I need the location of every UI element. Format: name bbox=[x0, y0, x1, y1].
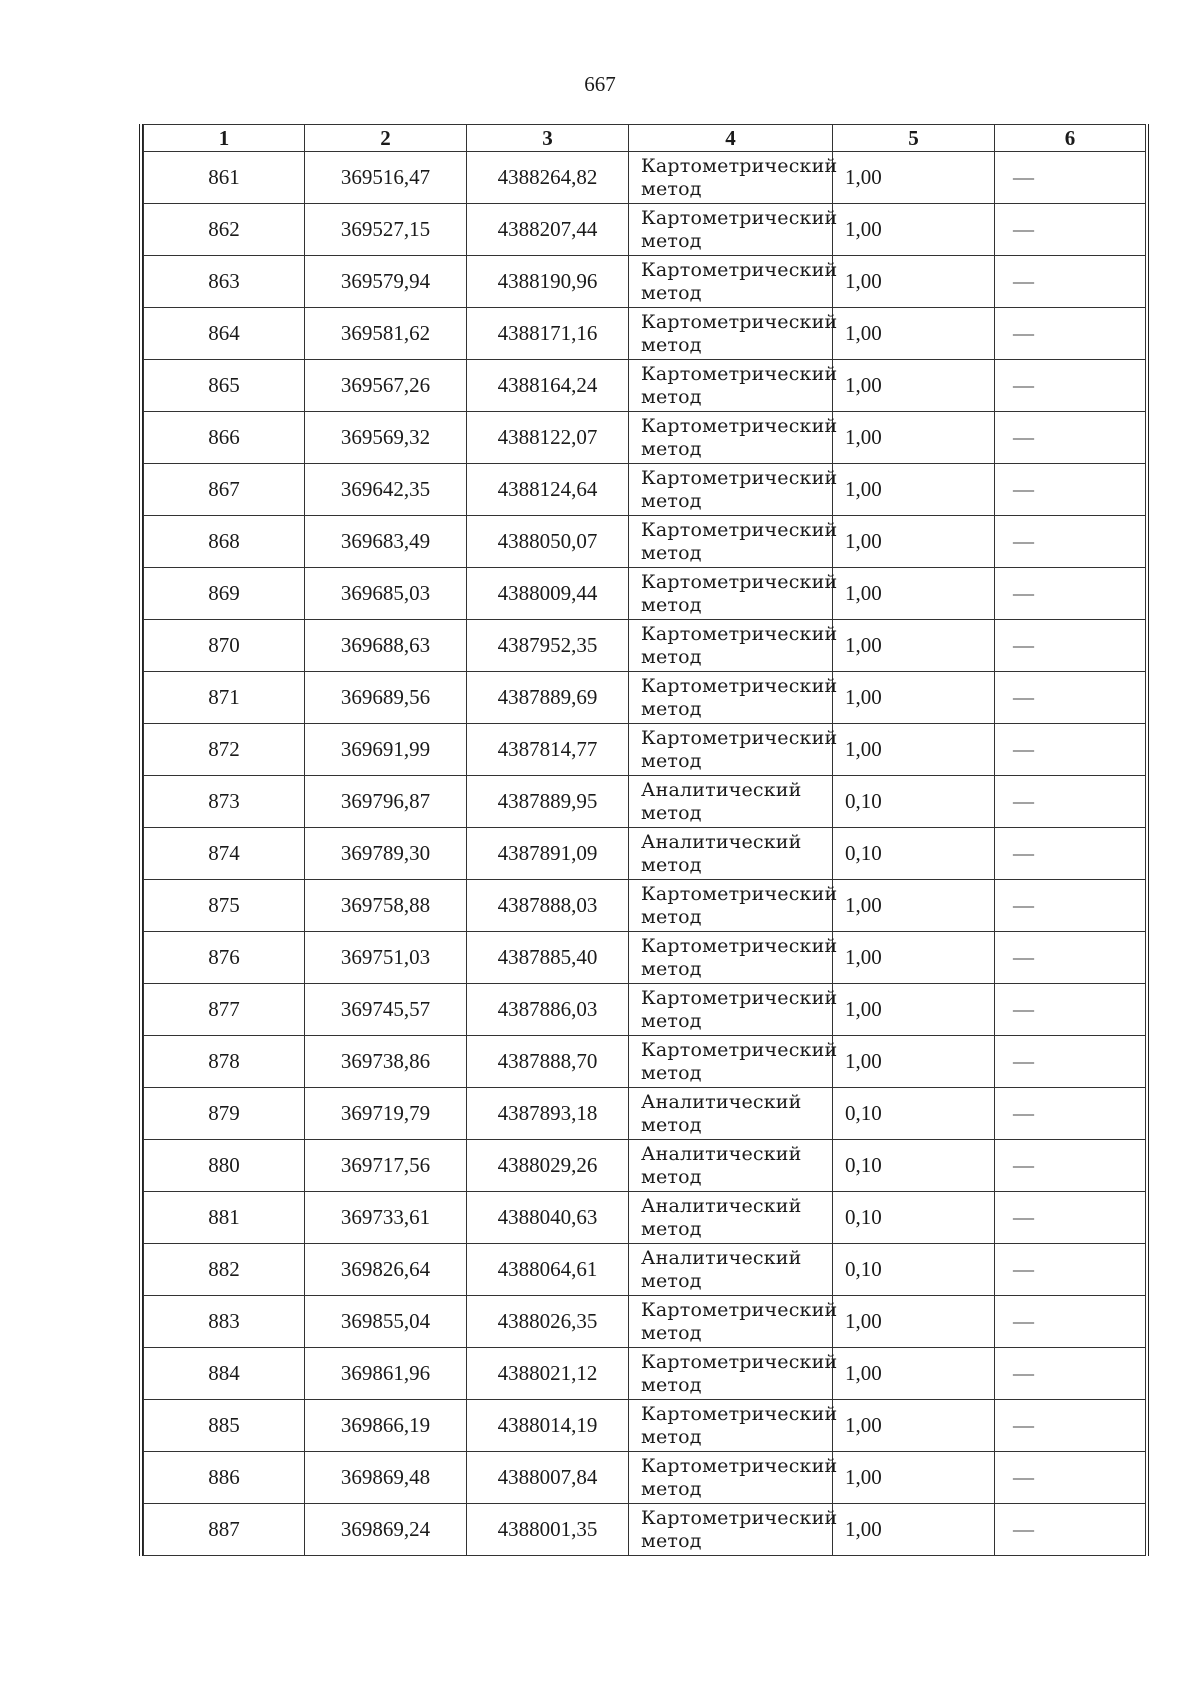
method-cell bbox=[629, 1296, 838, 1348]
accuracy-cell: 0,10 bbox=[833, 1140, 995, 1192]
method-line-1: Картометрический bbox=[641, 362, 838, 385]
table-row bbox=[144, 1452, 1146, 1504]
y-coordinate-cell: 4388064,61 bbox=[467, 1244, 629, 1296]
accuracy-cell: 0,10 bbox=[833, 828, 995, 880]
y-coordinate-cell: 4388009,44 bbox=[467, 568, 629, 620]
y-coordinate-cell: 4387952,35 bbox=[467, 620, 629, 672]
method-line-2: метод bbox=[641, 333, 702, 356]
accuracy-cell: 1,00 bbox=[833, 1348, 995, 1400]
y-coordinate-cell: 4387893,18 bbox=[467, 1088, 629, 1140]
method-line-2: метод bbox=[641, 853, 702, 876]
accuracy-cell: 1,00 bbox=[833, 464, 995, 516]
point-number-cell: 871 bbox=[144, 672, 305, 724]
method-line-2: метод bbox=[641, 1477, 702, 1500]
coordinates-table bbox=[143, 124, 1146, 1556]
header-col-2: 2 bbox=[305, 125, 467, 152]
accuracy-cell: 1,00 bbox=[833, 620, 995, 672]
point-number-cell: 869 bbox=[144, 568, 305, 620]
method-line-2: метод bbox=[641, 1009, 702, 1032]
note-cell: — bbox=[995, 1140, 1146, 1192]
method-cell bbox=[629, 828, 833, 880]
y-coordinate-cell: 4388001,35 bbox=[467, 1504, 629, 1556]
y-coordinate-cell: 4387889,95 bbox=[467, 776, 629, 828]
method-cell bbox=[629, 568, 838, 620]
table-row bbox=[144, 152, 1146, 204]
method-line-1: Аналитический bbox=[641, 1194, 802, 1217]
method-line-1: Картометрический bbox=[641, 1506, 838, 1529]
y-coordinate-cell: 4387888,03 bbox=[467, 880, 629, 932]
table-row bbox=[144, 1140, 1146, 1192]
method-line-1: Картометрический bbox=[641, 726, 838, 749]
x-coordinate-cell: 369738,86 bbox=[305, 1036, 467, 1088]
note-cell: — bbox=[995, 1400, 1146, 1452]
method-line-1: Картометрический bbox=[641, 1402, 838, 1425]
method-cell bbox=[629, 412, 838, 464]
note-cell: — bbox=[995, 724, 1146, 776]
method-line-1: Картометрический bbox=[641, 1454, 838, 1477]
method-line-1: Картометрический bbox=[641, 1038, 838, 1061]
x-coordinate-cell: 369866,19 bbox=[305, 1400, 467, 1452]
note-cell: — bbox=[995, 932, 1146, 984]
method-cell bbox=[629, 1348, 838, 1400]
point-number-cell: 863 bbox=[144, 256, 305, 308]
accuracy-cell: 1,00 bbox=[833, 360, 995, 412]
x-coordinate-cell: 369567,26 bbox=[305, 360, 467, 412]
table-row bbox=[144, 828, 1146, 880]
method-cell bbox=[629, 1192, 833, 1244]
method-line-1: Аналитический bbox=[641, 1142, 802, 1165]
table-row bbox=[144, 464, 1146, 516]
x-coordinate-cell: 369855,04 bbox=[305, 1296, 467, 1348]
point-number-cell: 861 bbox=[144, 152, 305, 204]
note-cell: — bbox=[995, 1296, 1146, 1348]
method-cell bbox=[629, 256, 838, 308]
accuracy-cell: 0,10 bbox=[833, 1244, 995, 1296]
method-cell bbox=[629, 1140, 833, 1192]
method-cell bbox=[629, 516, 838, 568]
accuracy-cell: 0,10 bbox=[833, 776, 995, 828]
table-body bbox=[144, 152, 1146, 1556]
method-line-1: Аналитический bbox=[641, 1246, 802, 1269]
method-cell bbox=[629, 360, 838, 412]
note-cell: — bbox=[995, 412, 1146, 464]
note-cell: — bbox=[995, 1088, 1146, 1140]
point-number-cell: 865 bbox=[144, 360, 305, 412]
table-row bbox=[144, 360, 1146, 412]
method-line-1: Картометрический bbox=[641, 882, 838, 905]
table-row bbox=[144, 724, 1146, 776]
method-line-2: метод bbox=[641, 1373, 702, 1396]
note-cell: — bbox=[995, 984, 1146, 1036]
x-coordinate-cell: 369826,64 bbox=[305, 1244, 467, 1296]
method-line-1: Картометрический bbox=[641, 570, 838, 593]
method-cell bbox=[629, 984, 838, 1036]
y-coordinate-cell: 4388190,96 bbox=[467, 256, 629, 308]
point-number-cell: 867 bbox=[144, 464, 305, 516]
accuracy-cell: 1,00 bbox=[833, 724, 995, 776]
y-coordinate-cell: 4387886,03 bbox=[467, 984, 629, 1036]
note-cell: — bbox=[995, 308, 1146, 360]
y-coordinate-cell: 4388164,24 bbox=[467, 360, 629, 412]
page-number: 667 bbox=[584, 72, 616, 96]
x-coordinate-cell: 369579,94 bbox=[305, 256, 467, 308]
method-cell bbox=[629, 1400, 838, 1452]
method-line-2: метод bbox=[641, 1425, 702, 1448]
accuracy-cell: 1,00 bbox=[833, 1504, 995, 1556]
method-line-1: Картометрический bbox=[641, 622, 838, 645]
header-col-3: 3 bbox=[467, 125, 629, 152]
method-cell bbox=[629, 1244, 833, 1296]
method-cell bbox=[629, 932, 838, 984]
table-row bbox=[144, 984, 1146, 1036]
table-row bbox=[144, 412, 1146, 464]
method-line-1: Картометрический bbox=[641, 310, 838, 333]
accuracy-cell: 1,00 bbox=[833, 308, 995, 360]
table-row bbox=[144, 308, 1146, 360]
method-cell bbox=[629, 464, 838, 516]
point-number-cell: 884 bbox=[144, 1348, 305, 1400]
y-coordinate-cell: 4388122,07 bbox=[467, 412, 629, 464]
x-coordinate-cell: 369642,35 bbox=[305, 464, 467, 516]
method-line-2: метод bbox=[641, 957, 702, 980]
point-number-cell: 876 bbox=[144, 932, 305, 984]
method-cell bbox=[629, 152, 838, 204]
y-coordinate-cell: 4388007,84 bbox=[467, 1452, 629, 1504]
note-cell: — bbox=[995, 568, 1146, 620]
accuracy-cell: 1,00 bbox=[833, 568, 995, 620]
accuracy-cell: 1,00 bbox=[833, 1400, 995, 1452]
y-coordinate-cell: 4387891,09 bbox=[467, 828, 629, 880]
note-cell: — bbox=[995, 1244, 1146, 1296]
method-line-2: метод bbox=[641, 1061, 702, 1084]
method-cell bbox=[629, 308, 838, 360]
accuracy-cell: 1,00 bbox=[833, 1036, 995, 1088]
y-coordinate-cell: 4388171,16 bbox=[467, 308, 629, 360]
x-coordinate-cell: 369685,03 bbox=[305, 568, 467, 620]
method-line-2: метод bbox=[641, 489, 702, 512]
point-number-cell: 862 bbox=[144, 204, 305, 256]
method-line-1: Картометрический bbox=[641, 414, 838, 437]
accuracy-cell: 1,00 bbox=[833, 984, 995, 1036]
point-number-cell: 875 bbox=[144, 880, 305, 932]
x-coordinate-cell: 369789,30 bbox=[305, 828, 467, 880]
note-cell: — bbox=[995, 1036, 1146, 1088]
x-coordinate-cell: 369745,57 bbox=[305, 984, 467, 1036]
point-number-cell: 872 bbox=[144, 724, 305, 776]
header-col-6: 6 bbox=[995, 125, 1146, 152]
x-coordinate-cell: 369861,96 bbox=[305, 1348, 467, 1400]
y-coordinate-cell: 4388026,35 bbox=[467, 1296, 629, 1348]
x-coordinate-cell: 369516,47 bbox=[305, 152, 467, 204]
note-cell: — bbox=[995, 828, 1146, 880]
x-coordinate-cell: 369691,99 bbox=[305, 724, 467, 776]
method-cell bbox=[629, 1504, 838, 1556]
method-line-2: метод bbox=[641, 645, 702, 668]
method-cell bbox=[629, 776, 833, 828]
point-number-cell: 881 bbox=[144, 1192, 305, 1244]
note-cell: — bbox=[995, 672, 1146, 724]
point-number-cell: 886 bbox=[144, 1452, 305, 1504]
method-line-2: метод bbox=[641, 1321, 702, 1344]
method-line-2: метод bbox=[641, 1217, 702, 1240]
table-row bbox=[144, 776, 1146, 828]
x-coordinate-cell: 369796,87 bbox=[305, 776, 467, 828]
table-row bbox=[144, 256, 1146, 308]
y-coordinate-cell: 4388207,44 bbox=[467, 204, 629, 256]
table-row bbox=[144, 880, 1146, 932]
note-cell: — bbox=[995, 880, 1146, 932]
header-col-1: 1 bbox=[144, 125, 305, 152]
method-line-2: метод bbox=[641, 177, 702, 200]
accuracy-cell: 1,00 bbox=[833, 1296, 995, 1348]
method-line-1: Картометрический bbox=[641, 206, 838, 229]
y-coordinate-cell: 4387889,69 bbox=[467, 672, 629, 724]
y-coordinate-cell: 4388014,19 bbox=[467, 1400, 629, 1452]
accuracy-cell: 1,00 bbox=[833, 932, 995, 984]
note-cell: — bbox=[995, 204, 1146, 256]
point-number-cell: 873 bbox=[144, 776, 305, 828]
table-header bbox=[144, 125, 1146, 152]
method-line-2: метод bbox=[641, 593, 702, 616]
point-number-cell: 885 bbox=[144, 1400, 305, 1452]
x-coordinate-cell: 369683,49 bbox=[305, 516, 467, 568]
method-cell bbox=[629, 1088, 833, 1140]
point-number-cell: 887 bbox=[144, 1504, 305, 1556]
method-line-1: Аналитический bbox=[641, 778, 802, 801]
method-line-2: метод bbox=[641, 801, 702, 824]
note-cell: — bbox=[995, 360, 1146, 412]
method-line-2: метод bbox=[641, 1529, 702, 1552]
method-line-2: метод bbox=[641, 541, 702, 564]
point-number-cell: 882 bbox=[144, 1244, 305, 1296]
table-row bbox=[144, 1244, 1146, 1296]
method-line-2: метод bbox=[641, 905, 702, 928]
y-coordinate-cell: 4388264,82 bbox=[467, 152, 629, 204]
method-line-1: Картометрический bbox=[641, 1350, 838, 1373]
x-coordinate-cell: 369569,32 bbox=[305, 412, 467, 464]
y-coordinate-cell: 4387888,70 bbox=[467, 1036, 629, 1088]
method-cell bbox=[629, 880, 838, 932]
y-coordinate-cell: 4388050,07 bbox=[467, 516, 629, 568]
method-line-1: Картометрический bbox=[641, 518, 838, 541]
table-row bbox=[144, 620, 1146, 672]
header-row bbox=[144, 125, 1146, 152]
point-number-cell: 877 bbox=[144, 984, 305, 1036]
coordinates-table-container bbox=[139, 124, 1149, 1556]
note-cell: — bbox=[995, 1348, 1146, 1400]
x-coordinate-cell: 369689,56 bbox=[305, 672, 467, 724]
method-line-1: Картометрический bbox=[641, 466, 838, 489]
method-line-2: метод bbox=[641, 1165, 702, 1188]
y-coordinate-cell: 4387814,77 bbox=[467, 724, 629, 776]
header-col-4: 4 bbox=[629, 125, 833, 152]
x-coordinate-cell: 369869,48 bbox=[305, 1452, 467, 1504]
point-number-cell: 866 bbox=[144, 412, 305, 464]
x-coordinate-cell: 369527,15 bbox=[305, 204, 467, 256]
x-coordinate-cell: 369688,63 bbox=[305, 620, 467, 672]
x-coordinate-cell: 369719,79 bbox=[305, 1088, 467, 1140]
x-coordinate-cell: 369869,24 bbox=[305, 1504, 467, 1556]
x-coordinate-cell: 369751,03 bbox=[305, 932, 467, 984]
accuracy-cell: 0,10 bbox=[833, 1192, 995, 1244]
point-number-cell: 870 bbox=[144, 620, 305, 672]
x-coordinate-cell: 369758,88 bbox=[305, 880, 467, 932]
method-line-1: Картометрический bbox=[641, 1298, 838, 1321]
method-line-1: Картометрический bbox=[641, 674, 838, 697]
table-row bbox=[144, 932, 1146, 984]
table-row bbox=[144, 1192, 1146, 1244]
table-row bbox=[144, 1036, 1146, 1088]
point-number-cell: 878 bbox=[144, 1036, 305, 1088]
method-line-2: метод bbox=[641, 1269, 702, 1292]
note-cell: — bbox=[995, 1192, 1146, 1244]
accuracy-cell: 1,00 bbox=[833, 152, 995, 204]
note-cell: — bbox=[995, 1504, 1146, 1556]
accuracy-cell: 1,00 bbox=[833, 412, 995, 464]
x-coordinate-cell: 369717,56 bbox=[305, 1140, 467, 1192]
note-cell: — bbox=[995, 1452, 1146, 1504]
accuracy-cell: 1,00 bbox=[833, 516, 995, 568]
table-row bbox=[144, 1296, 1146, 1348]
y-coordinate-cell: 4387885,40 bbox=[467, 932, 629, 984]
method-cell bbox=[629, 620, 838, 672]
accuracy-cell: 1,00 bbox=[833, 256, 995, 308]
note-cell: — bbox=[995, 620, 1146, 672]
x-coordinate-cell: 369581,62 bbox=[305, 308, 467, 360]
method-line-1: Картометрический bbox=[641, 986, 838, 1009]
point-number-cell: 883 bbox=[144, 1296, 305, 1348]
accuracy-cell: 1,00 bbox=[833, 1452, 995, 1504]
header-col-5: 5 bbox=[833, 125, 995, 152]
table-row bbox=[144, 516, 1146, 568]
note-cell: — bbox=[995, 516, 1146, 568]
table-row bbox=[144, 1088, 1146, 1140]
method-line-2: метод bbox=[641, 281, 702, 304]
method-line-2: метод bbox=[641, 229, 702, 252]
method-line-1: Картометрический bbox=[641, 934, 838, 957]
table-row bbox=[144, 1504, 1146, 1556]
accuracy-cell: 1,00 bbox=[833, 880, 995, 932]
note-cell: — bbox=[995, 256, 1146, 308]
method-cell bbox=[629, 1036, 838, 1088]
method-line-1: Аналитический bbox=[641, 1090, 802, 1113]
method-line-1: Картометрический bbox=[641, 154, 838, 177]
method-line-2: метод bbox=[641, 1113, 702, 1136]
method-cell bbox=[629, 672, 838, 724]
y-coordinate-cell: 4388040,63 bbox=[467, 1192, 629, 1244]
note-cell: — bbox=[995, 776, 1146, 828]
y-coordinate-cell: 4388124,64 bbox=[467, 464, 629, 516]
point-number-cell: 864 bbox=[144, 308, 305, 360]
method-cell bbox=[629, 204, 838, 256]
table-row bbox=[144, 568, 1146, 620]
y-coordinate-cell: 4388029,26 bbox=[467, 1140, 629, 1192]
method-line-1: Картометрический bbox=[641, 258, 838, 281]
table-row bbox=[144, 1348, 1146, 1400]
note-cell: — bbox=[995, 152, 1146, 204]
point-number-cell: 868 bbox=[144, 516, 305, 568]
method-line-1: Аналитический bbox=[641, 830, 802, 853]
table-row bbox=[144, 204, 1146, 256]
x-coordinate-cell: 369733,61 bbox=[305, 1192, 467, 1244]
method-line-2: метод bbox=[641, 749, 702, 772]
point-number-cell: 880 bbox=[144, 1140, 305, 1192]
method-line-2: метод bbox=[641, 437, 702, 460]
accuracy-cell: 1,00 bbox=[833, 204, 995, 256]
method-line-2: метод bbox=[641, 697, 702, 720]
y-coordinate-cell: 4388021,12 bbox=[467, 1348, 629, 1400]
table-row bbox=[144, 672, 1146, 724]
accuracy-cell: 1,00 bbox=[833, 672, 995, 724]
method-line-2: метод bbox=[641, 385, 702, 408]
table-row bbox=[144, 1400, 1146, 1452]
note-cell: — bbox=[995, 464, 1146, 516]
point-number-cell: 874 bbox=[144, 828, 305, 880]
method-cell bbox=[629, 724, 838, 776]
accuracy-cell: 0,10 bbox=[833, 1088, 995, 1140]
point-number-cell: 879 bbox=[144, 1088, 305, 1140]
method-cell bbox=[629, 1452, 838, 1504]
